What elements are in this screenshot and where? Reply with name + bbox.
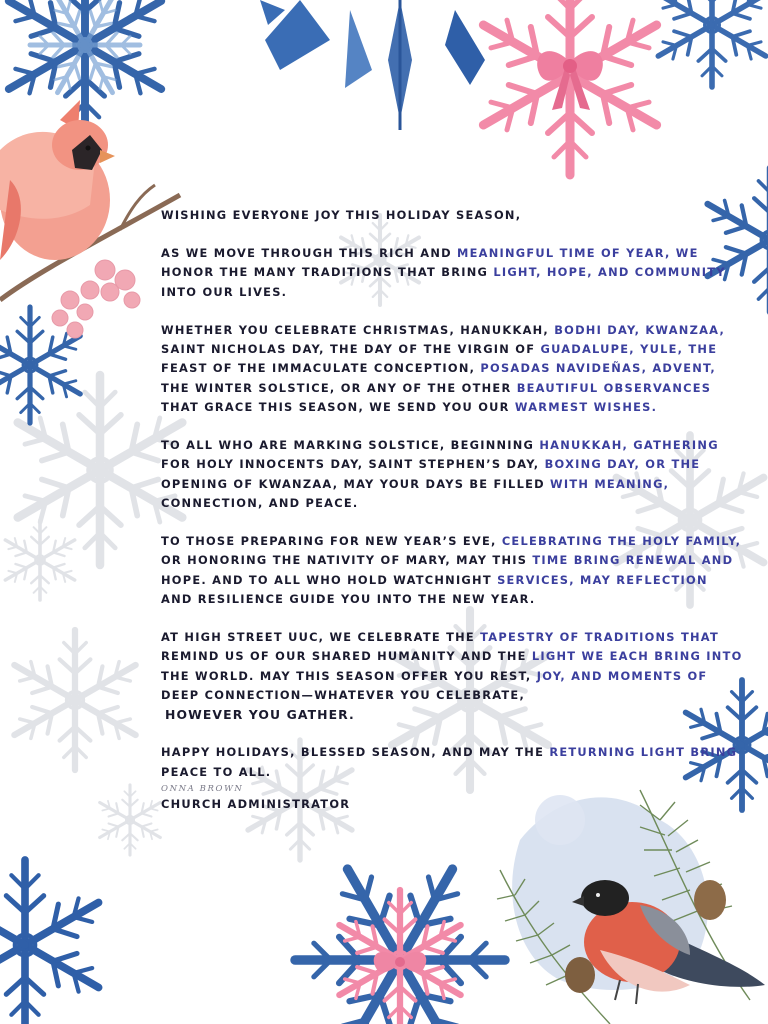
text-segment: RETURNING LIGHT BRING (549, 745, 738, 760)
text-line (161, 340, 721, 359)
snowflake-icon (0, 307, 87, 423)
snowflake-icon (651, 0, 768, 87)
text-line (161, 321, 726, 340)
snowflake-icon (0, 860, 108, 1024)
berries-icon (52, 260, 140, 338)
text-segment: SAINT NICHOLAS DAY, THE DAY OF THE VIRGIN OF (161, 342, 541, 357)
text-segment: JOY, AND MOMENTS OF (536, 668, 708, 683)
text-line (161, 436, 721, 455)
bullfinch-bird-icon (572, 880, 765, 1004)
text-segment: INTO OUR LIVES. (161, 284, 288, 299)
greeting: WISHING EVERYONE JOY THIS HOLIDAY SEASON, (161, 208, 522, 222)
text-line (161, 359, 721, 378)
paragraph-solstice (161, 436, 721, 513)
text-segment: HANUKKAH, GATHERING (539, 438, 719, 453)
text-line (161, 263, 726, 282)
text-segment: FEAST OF THE IMMACULATE CONCEPTION, (161, 361, 481, 376)
text-line (161, 647, 743, 666)
bow-icon (537, 51, 603, 110)
bow-icon (374, 952, 427, 973)
text-segment: THAT GRACE THIS SEASON, WE SEND YOU OUR (161, 399, 515, 414)
text-segment: LIGHT, HOPE, AND COMMUNITY (493, 265, 726, 280)
text-segment: TO ALL WHO ARE MARKING SOLSTICE, BEGINNING (161, 438, 540, 453)
text-segment: FOR HOLY INNOCENTS DAY, SAINT STEPHEN’S DAY, (161, 457, 545, 472)
text-segment: AND RESILIENCE GUIDE YOU INTO THE NEW YEAR. (161, 591, 536, 606)
text-line (161, 283, 721, 302)
pinecone-icon (565, 880, 726, 993)
text-segment: WARMEST WISHES. (514, 399, 658, 414)
text-segment: THE WINTER SOLSTICE, OR ANY OF THE OTHER (161, 380, 517, 395)
ice-crystal-icon (260, 0, 485, 130)
paragraph-high-street-uuc (161, 628, 743, 724)
text-segment: SERVICES, MAY REFLECTION (497, 572, 708, 587)
text-line (161, 628, 721, 647)
text-segment: TAPESTRY OF TRADITIONS THAT (480, 630, 719, 645)
text-line (161, 379, 721, 398)
text-segment: TO THOSE PREPARING FOR NEW YEAR’S EVE, (161, 534, 502, 549)
text-line (161, 532, 742, 551)
paragraph-observances (161, 321, 726, 417)
signer-title: CHURCH ADMINISTRATOR (161, 796, 351, 811)
text-line (161, 551, 734, 570)
text-segment: TIME BRING RENEWAL AND (532, 553, 734, 568)
cardinal-bird-icon (0, 100, 180, 300)
text-segment: CONNECTION, AND PEACE. (161, 495, 359, 510)
text-segment: AT HIGH STREET UUC, WE CELEBRATE THE (161, 630, 481, 645)
text-segment: THE WORLD. MAY THIS SEASON OFFER YOU REST, (161, 668, 537, 683)
text-segment: BODHI DAY, KWANZAA, (554, 323, 726, 337)
pink-snowflake-icon (332, 890, 469, 1024)
text-segment: CELEBRATING THE HOLY FAMILY, (501, 534, 742, 549)
text-segment: OR HONORING THE NATIVITY OF MARY, MAY THIS (161, 553, 533, 568)
text-segment: PEACE TO ALL. (161, 764, 272, 779)
text-line-emphasis: HOWEVER YOU GATHER. (165, 707, 355, 723)
text-segment: OPENING OF KWANZAA, MAY YOUR DAYS BE FILLED (161, 476, 551, 491)
text-segment: REMIND US OF OUR SHARED HUMANITY AND THE (161, 649, 532, 664)
text-segment: BOXING DAY, OR THE (544, 457, 701, 472)
paragraph-closing (161, 743, 738, 812)
paragraph-new-year (161, 532, 742, 609)
text-line (161, 475, 721, 494)
text-line (161, 571, 721, 590)
signature: ONNA BROWN (161, 783, 244, 794)
text-segment: HAPPY HOLIDAYS, BLESSED SEASON, AND MAY THE (161, 745, 550, 760)
watercolor-sky-icon (512, 795, 708, 990)
text-line (161, 455, 721, 474)
text-line (161, 494, 721, 513)
snowflake-icon (259, 818, 542, 1024)
text-line (161, 398, 721, 417)
text-segment: WHETHER YOU CELEBRATE CHRISTMAS, HANUKKAH, (161, 323, 555, 337)
snowflake-icon (0, 0, 171, 133)
text-line (161, 244, 721, 263)
holiday-letter (161, 206, 743, 813)
text-line (161, 590, 721, 609)
text-segment: GUADALUPE, YULE, THE (540, 342, 718, 357)
text-segment: BEAUTIFUL OBSERVANCES (516, 380, 712, 395)
text-segment: WITH MEANING, (550, 476, 670, 491)
pine-branch-icon (497, 790, 750, 1024)
pink-snowflake-icon (472, 0, 667, 175)
text-line (161, 686, 721, 705)
text-segment: LIGHT WE EACH BRING INTO (531, 649, 743, 664)
text-segment: POSADAS NAVIDEÑAS, ADVENT, (480, 361, 716, 376)
text-segment: DEEP CONNECTION—WHATEVER YOU CELEBRATE, (161, 687, 526, 702)
text-line (161, 667, 721, 686)
paragraph-traditions (161, 244, 726, 302)
snowflake-icon (11, 0, 159, 119)
text-line (161, 763, 721, 782)
text-segment: HONOR THE MANY TRADITIONS THAT BRING (161, 265, 494, 280)
text-segment: MEANINGFUL TIME OF YEAR, WE (457, 246, 699, 261)
text-segment: AS WE MOVE THROUGH THIS RICH AND (161, 246, 458, 261)
text-line (161, 743, 738, 762)
text-segment: HOPE. AND TO ALL WHO HOLD WATCHNIGHT (161, 572, 498, 587)
